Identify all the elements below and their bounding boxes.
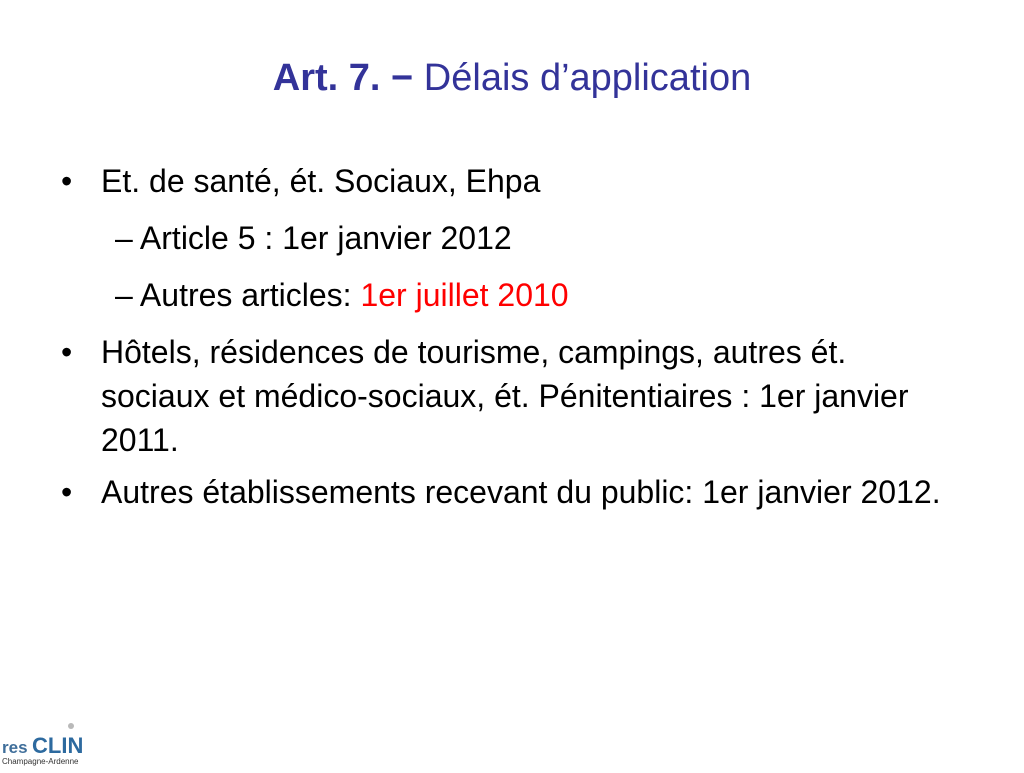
highlight-date: 1er juillet 2010 — [360, 277, 569, 313]
sub-list-item — [57, 269, 957, 322]
list-item-text: Et. de santé, ét. Sociaux, Ehpa — [101, 163, 541, 199]
logo-region-text: Champagne-Ardenne — [2, 757, 79, 766]
bullet-icon: • — [61, 474, 73, 510]
title-text: Délais d’application — [423, 57, 752, 99]
list-item — [57, 155, 957, 208]
title-article: Art. 7. − — [272, 57, 414, 99]
list-item-text: Autres établissements recevant du public: 1er janvier 2012. — [101, 474, 941, 510]
slide-title — [0, 50, 1024, 106]
bullet-icon: • — [61, 163, 73, 199]
list-item-text: Hôtels, résidences de tourisme, campings, autres ét. sociaux et médico-sociaux, ét. Pénitentiaires : 1er janvier 2011. — [101, 334, 909, 458]
list-item — [57, 470, 957, 514]
logo-res-text: res — [2, 738, 28, 757]
logo-clin-text: CLIN — [32, 733, 84, 758]
bullet-icon: • — [61, 334, 73, 370]
resclin-logo — [0, 720, 100, 768]
sub-list-item-text: – Article 5 : 1er janvier 2012 — [115, 220, 512, 256]
list-item — [57, 330, 957, 462]
sub-list-item — [57, 212, 957, 265]
sub-list-item-text: – Autres articles: — [115, 277, 361, 313]
slide-body — [57, 155, 957, 514]
